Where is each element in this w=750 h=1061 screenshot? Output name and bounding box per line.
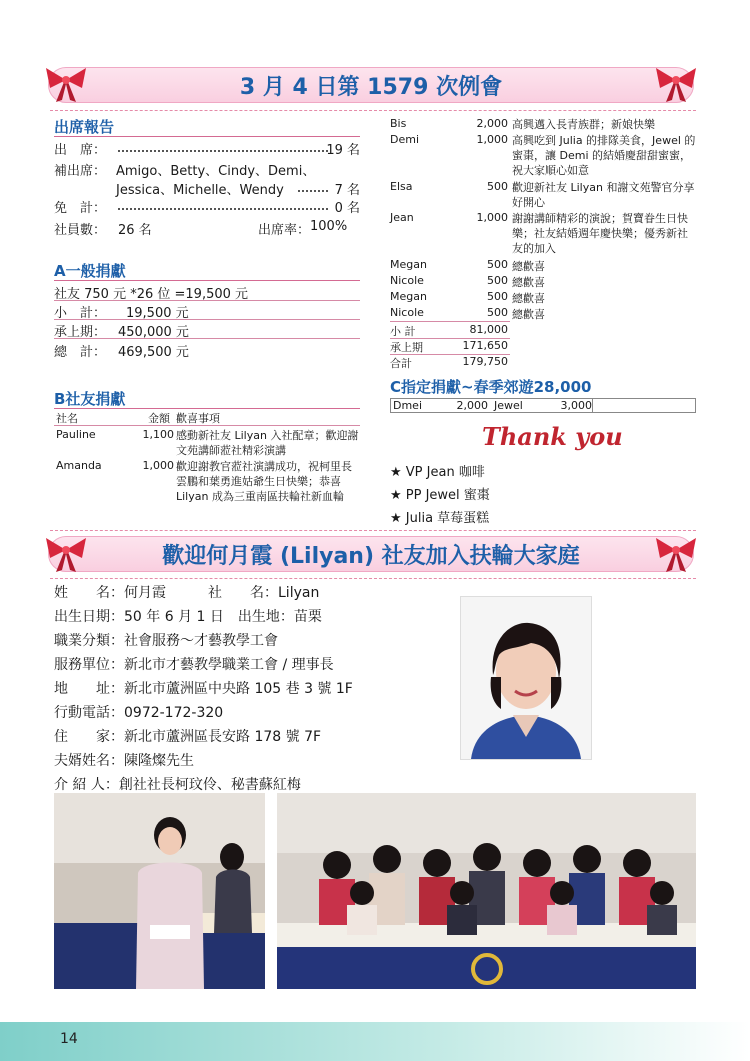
subtotal-value: 19,500 元 [126, 306, 189, 321]
divider [54, 408, 360, 409]
row-name: Elsa [390, 180, 413, 193]
page-number: 14 [60, 1031, 78, 1047]
row-amount: 500 [487, 258, 508, 271]
profile-name: 姓 名：何月霞 社 名：Lilyan [54, 585, 320, 601]
thanks-item: ★ Julia 草莓蛋糕 [390, 511, 490, 526]
thank-you-script: Thank you [482, 422, 623, 451]
profile-classification: 職業分類：社會服務～才藝教學工會 [54, 633, 278, 649]
row-amount: 1,100 [142, 428, 174, 441]
subtotal-label: 小 計 [390, 325, 416, 338]
ribbon-bow-icon [652, 532, 700, 574]
divider [54, 300, 360, 301]
divider [50, 110, 696, 111]
row-name: Pauline [56, 428, 96, 441]
divider [54, 280, 360, 281]
thanks-item: ★ PP Jewel 蜜棗 [390, 488, 490, 503]
page-footer [0, 1022, 750, 1061]
meeting-banner [48, 67, 694, 103]
row-note: 總歡喜 [512, 292, 545, 305]
rate-value: 100% [310, 219, 348, 234]
cell: 2,000 [456, 399, 488, 412]
makeup-value: 7 名 [334, 183, 360, 198]
row-note: 感動新社友 Lilyan 入社配章；歡迎謝文苑講師蒞社精彩演講 [176, 429, 359, 457]
profile-address: 地 址：新北市蘆洲區中央路 105 巷 3 號 1F [54, 681, 353, 697]
row-amount: 1,000 [476, 211, 508, 224]
excused-value: 0 名 [334, 201, 360, 216]
members-value: 26 名 [118, 223, 152, 238]
portrait-photo [460, 596, 592, 760]
leader-dots [118, 208, 328, 210]
divider [54, 319, 360, 320]
row-note: 高興邁入長青族群；新娘快樂 [512, 118, 655, 131]
cell: Dmei [393, 399, 423, 412]
cell: Jewel [494, 399, 523, 412]
header-name: 社名 [56, 412, 78, 425]
row-note: 總歡喜 [512, 276, 545, 289]
makeup-names: Amigo、Betty、Cindy、Demi、 [116, 164, 316, 179]
event-photo [277, 793, 696, 989]
row-note: 總歡喜 [512, 308, 545, 321]
event-photo [54, 793, 265, 989]
total-value: 469,500 元 [118, 345, 189, 360]
row-note: 歡迎謝教官蒞社演講成功，祝柯里長雲鵬和葉勇進姑爺生日快樂；恭喜 Lilyan 成為三重南區扶輪社新血輪 [176, 460, 352, 503]
excused-label: 免 計： [54, 201, 107, 216]
ribbon-bow-icon [42, 62, 90, 104]
divider [50, 578, 696, 579]
row-name: Jean [390, 211, 414, 224]
row-note: 總歡喜 [512, 260, 545, 273]
header-note: 歡喜事項 [176, 412, 220, 425]
row-name: Amanda [56, 459, 102, 472]
row-note: 謝謝講師精彩的演說；賀寶眷生日快樂；社友結婚週年慶快樂；優秀新社友的加入 [512, 212, 688, 255]
row-name: Megan [390, 258, 427, 271]
attendance-title: 出席報告 [54, 118, 115, 136]
rate-label: 出席率： [258, 223, 311, 238]
divider [54, 136, 360, 137]
row-name: Megan [390, 290, 427, 303]
row-amount: 500 [487, 274, 508, 287]
row-name: Nicole [390, 306, 424, 319]
profile-phone: 行動電話：0972-172-320 [54, 705, 224, 721]
row-amount: 2,000 [476, 117, 508, 130]
divider [54, 425, 360, 426]
section-c-title: C指定捐獻~春季郊遊28,000 [390, 378, 592, 396]
total-value: 179,750 [462, 355, 508, 368]
makeup-names: Jessica、Michelle、Wendy [116, 183, 284, 198]
row-name: Bis [390, 117, 407, 130]
divider [50, 530, 696, 531]
row-amount: 500 [487, 290, 508, 303]
total-label: 總 計： [54, 345, 107, 360]
carry-label: 承上期： [54, 325, 107, 340]
ribbon-bow-icon [42, 532, 90, 574]
members-label: 社員數： [54, 223, 107, 238]
row-amount: 500 [487, 306, 508, 319]
divider [592, 398, 593, 413]
subtotal-value: 81,000 [469, 323, 508, 336]
divider [54, 338, 360, 339]
section-a-title: A一般捐獻 [54, 262, 126, 280]
row-name: Nicole [390, 274, 424, 287]
header-amount: 金額 [148, 412, 170, 425]
present-value: 19 名 [326, 143, 360, 158]
welcome-banner [48, 536, 694, 572]
profile-organization: 服務單位：新北市才藝教學職業工會 / 理事長 [54, 657, 334, 673]
leader-dots [118, 150, 328, 152]
row-amount: 1,000 [476, 133, 508, 146]
row-note: 歡迎新社友 Lilyan 和謝文苑警官分享好開心 [512, 181, 695, 209]
row-amount: 1,000 [142, 459, 174, 472]
present-label: 出 席： [54, 143, 107, 158]
makeup-label: 補出席： [54, 164, 107, 179]
cell: 3,000 [560, 399, 592, 412]
welcome-title: 歡迎何月霞 (Lilyan) 社友加入扶輪大家庭 [162, 543, 580, 569]
row-amount: 500 [487, 180, 508, 193]
total-label: 合計 [390, 357, 412, 370]
profile-spouse: 夫婿姓名：陳隆燦先生 [54, 753, 194, 769]
ribbon-bow-icon [652, 62, 700, 104]
row-name: Demi [390, 133, 420, 146]
profile-birth: 出生日期：50 年 6 月 1 日 出生地：苗栗 [54, 609, 322, 625]
row-note: 高興吃到 Julia 的排隊美食，Jewel 的蜜棗，讓 Demi 的結婚慶甜甜蜜蜜，祝大家順心如意 [512, 134, 696, 177]
thanks-item: ★ VP Jean 咖啡 [390, 465, 485, 480]
section-a-line: 社友 750 元 *26 位 =19,500 元 [54, 287, 249, 302]
subtotal-label: 小 計： [54, 306, 107, 321]
carry-value: 171,650 [462, 339, 508, 352]
section-b-title: B社友捐獻 [54, 390, 126, 408]
divider [390, 321, 510, 322]
meeting-title: 3 月 4 日第 1579 次例會 [239, 74, 503, 100]
carry-label: 承上期 [390, 341, 423, 354]
profile-home: 住 家：新北市蘆洲區長安路 178 號 7F [54, 729, 322, 745]
carry-value: 450,000 元 [118, 325, 189, 340]
profile-sponsor: 介 紹 人：創社社長柯玟伶、秘書蘇紅梅 [54, 777, 301, 793]
